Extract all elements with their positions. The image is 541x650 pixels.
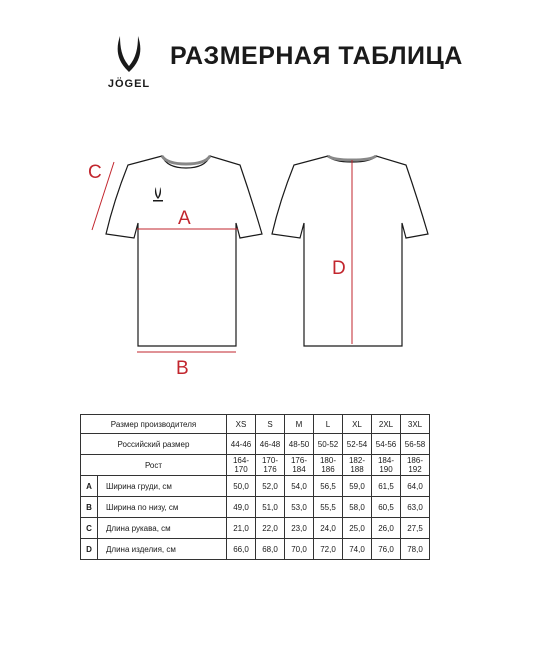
measure-value: 21,0	[227, 518, 256, 539]
rus-size: 56-58	[401, 434, 430, 455]
size-header: 2XL	[372, 415, 401, 434]
measure-value: 70,0	[285, 539, 314, 560]
table-row	[81, 415, 430, 434]
row-name: Длина изделия, см	[98, 539, 227, 560]
measure-value: 22,0	[256, 518, 285, 539]
table-row	[81, 434, 430, 455]
label-a: A	[178, 208, 191, 229]
label-c: C	[88, 162, 102, 183]
size-header: XL	[343, 415, 372, 434]
measure-value: 60,5	[372, 497, 401, 518]
table-row	[81, 455, 430, 476]
label-b: B	[176, 358, 189, 379]
table-row	[81, 497, 430, 518]
size-header: M	[285, 415, 314, 434]
measure-value: 74,0	[343, 539, 372, 560]
table-row	[81, 518, 430, 539]
size-header: 3XL	[401, 415, 430, 434]
header-label: Размер производителя	[81, 415, 227, 434]
size-table	[80, 414, 430, 560]
measure-value: 23,0	[285, 518, 314, 539]
measure-value: 78,0	[401, 539, 430, 560]
rus-size-label: Российский размер	[81, 434, 227, 455]
rus-size: 52-54	[343, 434, 372, 455]
row-letter: D	[81, 539, 98, 560]
measure-value: 58,0	[343, 497, 372, 518]
size-header: XS	[227, 415, 256, 434]
measure-value: 66,0	[227, 539, 256, 560]
measure-value: 24,0	[314, 518, 343, 539]
height-value: 164-170	[227, 455, 256, 476]
rus-size: 54-56	[372, 434, 401, 455]
measure-value: 51,0	[256, 497, 285, 518]
table-row	[81, 476, 430, 497]
row-name: Ширина груди, см	[98, 476, 227, 497]
size-header: S	[256, 415, 285, 434]
measure-value: 50,0	[227, 476, 256, 497]
measure-value: 52,0	[256, 476, 285, 497]
measure-value: 25,0	[343, 518, 372, 539]
measure-value: 59,0	[343, 476, 372, 497]
row-letter: A	[81, 476, 98, 497]
measure-value: 55,5	[314, 497, 343, 518]
measure-value: 72,0	[314, 539, 343, 560]
page-title: РАЗМЕРНАЯ ТАБЛИЦА	[170, 42, 463, 70]
height-value: 182-188	[343, 455, 372, 476]
height-value: 176-184	[285, 455, 314, 476]
table-row	[81, 539, 430, 560]
row-letter: B	[81, 497, 98, 518]
height-value: 170-176	[256, 455, 285, 476]
size-header: L	[314, 415, 343, 434]
height-label: Рост	[81, 455, 227, 476]
measure-value: 49,0	[227, 497, 256, 518]
brand-name: JÖGEL	[107, 78, 151, 90]
label-d: D	[332, 258, 346, 279]
row-name: Длина рукава, см	[98, 518, 227, 539]
rus-size: 48-50	[285, 434, 314, 455]
measure-value: 53,0	[285, 497, 314, 518]
height-value: 180-186	[314, 455, 343, 476]
tshirt-front-icon	[92, 156, 262, 352]
rus-size: 50-52	[314, 434, 343, 455]
rus-size: 46-48	[256, 434, 285, 455]
measure-value: 64,0	[401, 476, 430, 497]
measure-value: 27,5	[401, 518, 430, 539]
measure-value: 26,0	[372, 518, 401, 539]
row-letter: C	[81, 518, 98, 539]
row-name: Ширина по низу, см	[98, 497, 227, 518]
measure-value: 63,0	[401, 497, 430, 518]
rus-size: 44-46	[227, 434, 256, 455]
measure-value: 68,0	[256, 539, 285, 560]
measure-value: 61,5	[372, 476, 401, 497]
height-value: 186-192	[401, 455, 430, 476]
measure-value: 54,0	[285, 476, 314, 497]
measure-value: 76,0	[372, 539, 401, 560]
tshirt-back-icon	[272, 156, 428, 346]
height-value: 184-190	[372, 455, 401, 476]
measure-value: 56,5	[314, 476, 343, 497]
